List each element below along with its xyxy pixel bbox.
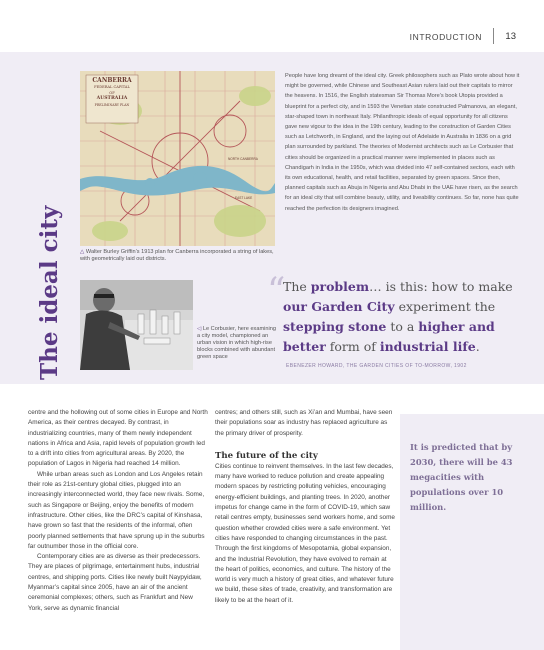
body-paragraph: centres; and others still, such as Xi’an and Mumbai, have seen their populations soar as industry has replaced agriculture as the primary driver of prosperity.	[215, 409, 393, 437]
body-column-1	[28, 408, 208, 614]
body-paragraph: centre and the hollowing out of some cities in Europe and North America, as their centres decayed. By contrast, in industrializing countries, many of them newly independent nations in Africa and Asia, rapid levels of population growth led to a drift into cities from agricultural areas. By 2020, the population of Lagos in Nigeria had reached 14 million.	[28, 409, 208, 468]
map-label-b: EAST LAKE	[235, 196, 253, 200]
page-number: 13	[505, 31, 516, 42]
quote-emphasis: problem	[310, 279, 370, 294]
quote-part: The	[283, 279, 311, 294]
photo-caption-text: Le Corbusier, here examining a city model, championed an urban vision in which high-rise blocks combined with abundant green space	[197, 326, 276, 360]
quote-part: … is this: how to make	[369, 279, 513, 294]
fact-sidebar-text: It is predicted that by 2030, there will be 43 megacities with populations over 10 million.	[410, 442, 513, 512]
photo-illustration	[80, 280, 193, 370]
body-paragraph: While urban areas such as London and Los Angeles retain their role as 21st-century global cities, plugged into an increasingly interconnected world, they face new rivals. Some, such as Singapore or Beijing, enjoy the benefits of modern infrastructure. Other cities, like the DRC’s capital of Kinshasa, have grown so fast that the residents of the informal, often poorly planned settlements that have sprung up in the suburbs far outnumber those in the official core.	[28, 470, 205, 550]
intro-paragraph: People have long dreamt of the ideal city. Greek philosophers such as Plato wrote about how it might be governed, while Chinese and Southeast Asian rulers laid out their capitals to mirror the heavens. In 1516, the English statesman Sir Thomas More’s book Utopia provided a blueprint for a perfect city, and in 1593 the Venetian state constructed Palmanova, an elegant, star-shaped town in northeast Italy. Philanthropic ideals of equal opportunity for all citizens gave new vigour to the idea in the 19th century, leading to the construction of Garden Cities such as Letchworth, in England, and the laying out of Adelaide in Australia in 1836 on a grid plan surrounded by parkland. The theories of Modernist architects such as Le Corbusier that cities should be organized in a practical manner were implemented in places such as Chandigarh in India in the 1950s, which was divided into 47 self-contained sectors, each with its own educational, health, and retail facilities, separated by green spaces. Since then, planned capitals such as Abuja in Nigeria and Abu Dhabi in the UAE have risen, as the search for an ideal city that will combine beauty, utility, and liveability continues. So far, none has quite reached the perfection its designers imagined.	[285, 73, 520, 212]
body-paragraph: Contemporary cities are as diverse as their predecessors. They are places of pilgrimage, entertainment hubs, industrial centres, and shipping ports. Cities like newly built Naypyidaw, Myanmar’s capital since 2005, have an air of the ancient ceremonial complexes; others, such as Frankfurt and New York, serve as dynamic financial	[28, 553, 202, 612]
quote-part: form of	[325, 339, 380, 354]
section-subheading: The future of the city	[215, 450, 318, 461]
body-paragraph: Cities continue to reinvent themselves. In the last few decades, many have worked to reduce pollution and create appealing modern spaces by restricting polluting vehicles, encouraging energy-efficient buildings, and planting trees. In 2020, another impetus for change came in the form of COVID-19, which saw retail centres empty, businesses send workers home, and some question whether crowded cities were a safe environment. Yet cities have responded to changing circumstances in the past. Through the first kingdoms of Mesopotamia, global expansion, and the Industrial Revolution, they have evolved to remain at the heart of politics, economics, and culture. The history of the world is very much a history of great cities, and whatever future we build, these sites of trade, creativity, and transformation are likely to be at the heart of it.	[215, 462, 395, 604]
section-label: INTRODUCTION	[409, 32, 482, 42]
quote-emphasis: industrial life	[379, 339, 476, 354]
section-title: The ideal city	[36, 205, 63, 380]
map-title-5: PRELIMINARY PLAN	[94, 103, 130, 107]
caption-pointer-left-icon: ◁	[197, 326, 202, 332]
quote-attribution: EBENEZER HOWARD, THE GARDEN CITIES OF TO-MORROW, 1902	[286, 363, 467, 369]
header-divider	[493, 28, 494, 44]
quote-part: experiment the	[394, 299, 496, 314]
quote-emphasis: stepping stone	[283, 319, 387, 334]
map-title-1: CANBERRA	[92, 77, 132, 84]
le-corbusier-photo	[80, 280, 193, 370]
map-label-a: NORTH CANBERRA	[228, 157, 258, 161]
map-caption-text: Walter Burley Griffin’s 1913 plan for Canberra incorporated a string of lakes, with geometrically laid out districts.	[80, 249, 274, 262]
quote-part: .	[475, 339, 480, 354]
photo-caption	[197, 326, 279, 361]
map-caption	[80, 249, 280, 263]
pull-quote	[283, 277, 513, 357]
quote-emphasis: our Garden City	[283, 299, 395, 314]
map-title-block	[88, 78, 136, 108]
quote-emphasis: higher and better	[283, 319, 495, 354]
quote-mark-icon: “	[267, 271, 286, 312]
map-title-4: AUSTRALIA	[96, 96, 128, 101]
map-title-3: OF	[109, 91, 115, 95]
page-header	[0, 0, 544, 52]
caption-pointer-up-icon: △	[80, 249, 85, 255]
body-column-2	[215, 408, 395, 606]
quote-part: to a	[386, 319, 419, 334]
map-title-2: FEDERAL CAPITAL	[94, 85, 130, 89]
canberra-plan-map	[80, 71, 275, 246]
